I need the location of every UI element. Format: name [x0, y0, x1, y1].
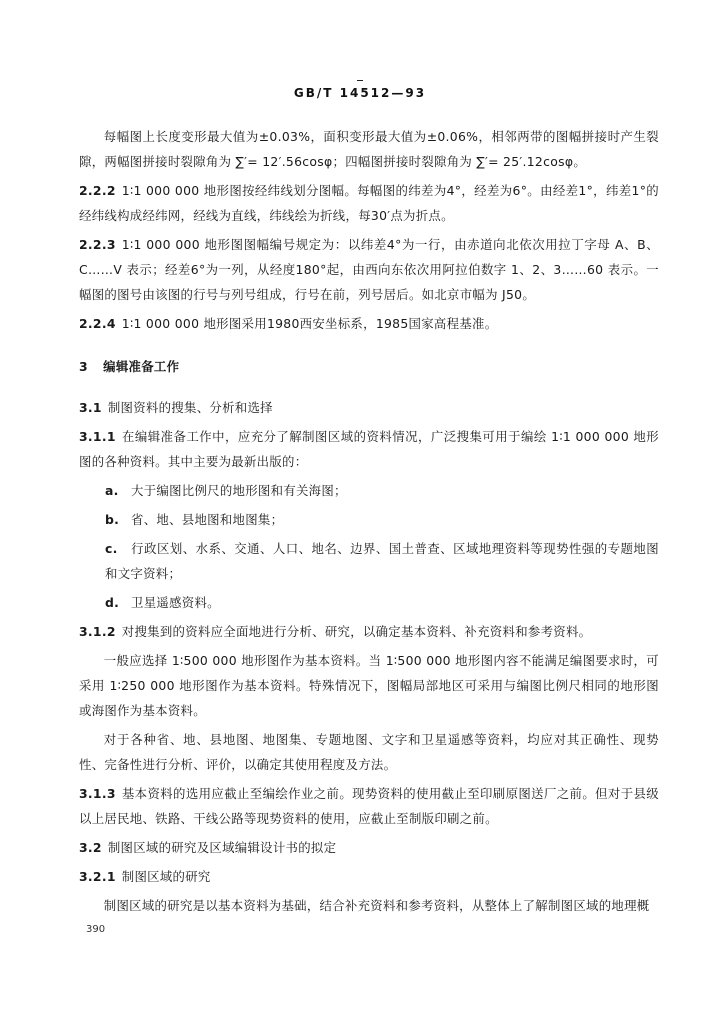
clause-number: 3.1.3 — [79, 786, 116, 801]
clause-text: 对搜集到的资料应全面地进行分析、研究，以确定基本资料、补充资料和参考资料。 — [121, 624, 592, 639]
list-item-text: 行政区划、水系、交通、人口、地名、边界、国土普查、区域地理资料等现势性强的专题地图和文字资料； — [105, 541, 659, 581]
clause-number: 2.2.3 — [79, 237, 116, 252]
clause-2-2-3 — [79, 232, 659, 307]
section-number: 3.2.1 — [79, 869, 116, 884]
list-item-text: 大于编图比例尺的地形图和有关海图； — [131, 483, 347, 498]
standard-header: GB/T 14512—93 — [293, 86, 427, 100]
section-number: 3.2 — [79, 840, 102, 855]
section-3-2-1-heading — [79, 864, 659, 889]
section-number: 3 — [79, 359, 88, 374]
clause-3-1-3 — [79, 781, 659, 831]
paragraph: 制图区域的研究是以基本资料为基础，结合补充资料和参考资料，从整体上了解制图区域的地理概 — [103, 898, 650, 913]
list-item — [79, 478, 659, 503]
list-item-text: 卫星遥感资料。 — [131, 595, 220, 610]
clause-text: 1∶1 000 000 地形图图幅编号规定为：以纬差4°为一行，由赤道向北依次用拉丁字母 A、B、C……V 表示；经差6°为一列，从经度180°起，由西向东依次用阿拉伯数字 1、2、3……60 表示。一幅图的图号由该图的行号与列号组成，行号在前，列号居后。如北京市幅为 J50。 — [79, 237, 659, 302]
clause-2-2-2 — [79, 178, 659, 228]
list-item-label: a. — [105, 483, 119, 498]
list-item-label: b. — [105, 512, 120, 527]
page-number: 390 — [86, 924, 106, 935]
clause-3-1-1 — [79, 424, 659, 474]
list-item — [79, 536, 659, 586]
clause-number: 2.2.2 — [79, 183, 116, 198]
paragraph: 对于各种省、地、县地图、地图集、专题地图、文字和卫星遥感等资料，均应对其正确性、现势性、完备性进行分析、评价，以确定其使用程度及方法。 — [79, 732, 659, 772]
clause-text: 1∶1 000 000 地形图采用1980西安坐标系，1985国家高程基准。 — [121, 316, 498, 331]
header-mark — [357, 80, 363, 81]
clause-text: 基本资料的选用应截止至编绘作业之前。现势资料的使用截止至印刷原图送厂之前。但对于县级以上居民地、铁路、干线公路等现势资料的使用，应截止至制版印刷之前。 — [79, 786, 659, 826]
section-title: 制图区域的研究及区域编辑设计书的拟定 — [107, 840, 337, 855]
clause-number: 3.1.2 — [79, 624, 116, 639]
paragraph: 一般应选择 1∶500 000 地形图作为基本资料。当 1∶500 000 地形图内容不能满足编图要求时，可采用 1∶250 000 地形图作为基本资料。特殊情况下，图幅局部地区可采用与编图比例尺相同的地形图或海图作为基本资料。 — [79, 653, 659, 718]
list-item — [79, 590, 659, 615]
clause-number: 2.2.4 — [79, 316, 116, 331]
clause-text: 在编辑准备工作中，应充分了解制图区域的资料情况，广泛搜集可用于编绘 1∶1 000 000 地形图的各种资料。其中主要为最新出版的： — [79, 429, 659, 469]
section-3-1-heading — [79, 395, 659, 420]
clause-3-1-2 — [79, 619, 659, 644]
section-3-2-heading — [79, 835, 659, 860]
clause-text: 1∶1 000 000 地形图按经纬线划分图幅。每幅图的纬差为4°，经差为6°。由经差1°，纬差1°的经纬线构成经纬网，经线为直线，纬线绘为折线，每30′点为折点。 — [79, 183, 659, 223]
paragraph-cont: 每幅图上长度变形最大值为±0.03%，面积变形最大值为±0.06%，相邻两带的图幅拼接时产生裂隙，两幅图拼接时裂隙角为 ∑′= 12′.56cosφ；四幅图拼接时裂隙角为 ∑′= 25′.12cosφ。 — [79, 129, 659, 169]
list-item — [79, 507, 659, 532]
list-item-text: 省、地、县地图和地图集； — [131, 512, 284, 527]
section-title: 制图资料的搜集、分析和选择 — [107, 400, 273, 415]
list-item-label: d. — [105, 595, 120, 610]
clause-number: 3.1.1 — [79, 429, 116, 444]
section-title: 制图区域的研究 — [121, 869, 211, 884]
section-3-heading — [79, 354, 659, 379]
clause-2-2-4 — [79, 311, 659, 336]
list-item-label: c. — [105, 541, 118, 556]
document-body — [79, 124, 659, 922]
section-title: 编辑准备工作 — [103, 359, 180, 374]
section-number: 3.1 — [79, 400, 102, 415]
